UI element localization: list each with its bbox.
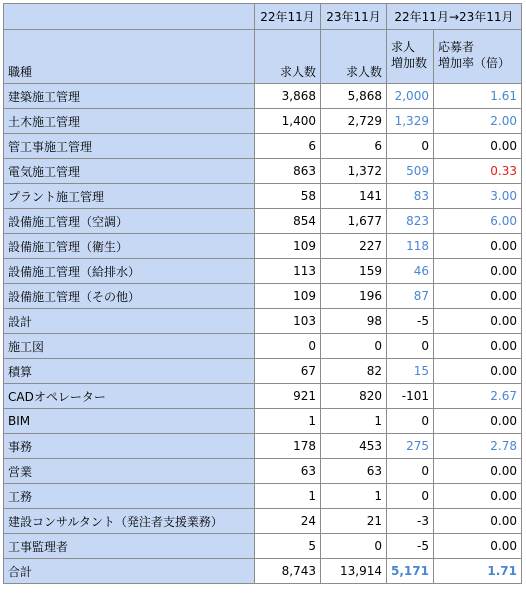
category-cell: 管工事施工管理	[4, 134, 255, 159]
rate-cell: 2.67	[433, 384, 521, 409]
jobs-2022-cell: 58	[255, 184, 321, 209]
rate-cell: 2.78	[433, 434, 521, 459]
table-row	[4, 409, 522, 434]
jobs-2022-cell: 921	[255, 384, 321, 409]
jobs-2023-cell: 82	[321, 359, 387, 384]
table-row	[4, 309, 522, 334]
rate-cell: 0.00	[433, 509, 521, 534]
jobs-2022-cell: 863	[255, 159, 321, 184]
increase-cell: 0	[387, 409, 434, 434]
jobs-2023-cell: 1,677	[321, 209, 387, 234]
increase-cell: -3	[387, 509, 434, 534]
job-openings-table	[3, 3, 522, 584]
jobs-2023-cell: 2,729	[321, 109, 387, 134]
table-row	[4, 284, 522, 309]
jobs-2023-cell: 98	[321, 309, 387, 334]
rate-cell: 0.00	[433, 334, 521, 359]
rate-cell: 0.00	[433, 259, 521, 284]
table-row	[4, 484, 522, 509]
header-row-periods	[4, 4, 522, 30]
jobs-2022-cell: 0	[255, 334, 321, 359]
jobs-2022-cell: 24	[255, 509, 321, 534]
increase-cell: 0	[387, 459, 434, 484]
header-increase-line2: 増加数	[391, 55, 428, 70]
header-period-range: 22年11月→23年11月	[387, 4, 522, 30]
jobs-2023-cell: 0	[321, 334, 387, 359]
jobs-2022-cell: 6	[255, 134, 321, 159]
increase-cell: 509	[387, 159, 434, 184]
increase-cell: 0	[387, 134, 434, 159]
header-jobs-b: 求人数	[321, 30, 387, 84]
table-row	[4, 184, 522, 209]
table-row	[4, 134, 522, 159]
rate-cell: 2.00	[433, 109, 521, 134]
increase-cell: 823	[387, 209, 434, 234]
rate-cell: 0.00	[433, 459, 521, 484]
jobs-2022-cell: 1	[255, 484, 321, 509]
rate-cell: 0.33	[433, 159, 521, 184]
jobs-2023-cell: 13,914	[321, 559, 387, 584]
jobs-2023-cell: 820	[321, 384, 387, 409]
jobs-2023-cell: 1	[321, 484, 387, 509]
header-increase-line1: 求人	[391, 39, 416, 54]
increase-cell: 118	[387, 234, 434, 259]
jobs-2022-cell: 109	[255, 284, 321, 309]
category-cell: 設備施工管理（給排水）	[4, 259, 255, 284]
jobs-2023-cell: 227	[321, 234, 387, 259]
category-cell: 営業	[4, 459, 255, 484]
header-rate-line2: 増加率（倍）	[437, 55, 510, 70]
table-row	[4, 234, 522, 259]
rate-cell: 0.00	[433, 234, 521, 259]
category-cell: プラント施工管理	[4, 184, 255, 209]
table-row	[4, 109, 522, 134]
category-cell: 建築施工管理	[4, 84, 255, 109]
header-empty-cell	[4, 4, 255, 30]
increase-cell: 87	[387, 284, 434, 309]
jobs-2022-cell: 1	[255, 409, 321, 434]
header-row-columns	[4, 30, 522, 84]
jobs-2022-cell: 1,400	[255, 109, 321, 134]
rate-cell: 0.00	[433, 284, 521, 309]
increase-cell: 0	[387, 484, 434, 509]
increase-cell: -5	[387, 309, 434, 334]
jobs-2023-cell: 159	[321, 259, 387, 284]
rate-cell: 0.00	[433, 359, 521, 384]
header-rate-line1: 応募者	[437, 39, 474, 54]
table-row	[4, 84, 522, 109]
total-row	[4, 559, 522, 584]
jobs-2022-cell: 8,743	[255, 559, 321, 584]
header-period-a: 22年11月	[255, 4, 321, 30]
increase-cell: -101	[387, 384, 434, 409]
table-row	[4, 259, 522, 284]
jobs-2022-cell: 67	[255, 359, 321, 384]
increase-cell: 2,000	[387, 84, 434, 109]
jobs-2022-cell: 109	[255, 234, 321, 259]
jobs-2023-cell: 0	[321, 534, 387, 559]
increase-cell: 46	[387, 259, 434, 284]
jobs-2023-cell: 196	[321, 284, 387, 309]
increase-cell: 1,329	[387, 109, 434, 134]
category-cell: 設備施工管理（その他）	[4, 284, 255, 309]
jobs-2023-cell: 63	[321, 459, 387, 484]
increase-cell: 83	[387, 184, 434, 209]
table-row	[4, 334, 522, 359]
category-cell: BIM	[4, 409, 255, 434]
category-cell: 電気施工管理	[4, 159, 255, 184]
jobs-2022-cell: 3,868	[255, 84, 321, 109]
jobs-2023-cell: 1	[321, 409, 387, 434]
increase-cell: 15	[387, 359, 434, 384]
category-cell: 事務	[4, 434, 255, 459]
increase-cell: 5,171	[387, 559, 434, 584]
rate-cell: 6.00	[433, 209, 521, 234]
header-jobs-a: 求人数	[255, 30, 321, 84]
increase-cell: -5	[387, 534, 434, 559]
increase-cell: 275	[387, 434, 434, 459]
category-cell: 工務	[4, 484, 255, 509]
jobs-2023-cell: 453	[321, 434, 387, 459]
rate-cell: 0.00	[433, 484, 521, 509]
header-increase	[387, 30, 434, 84]
rate-cell: 0.00	[433, 309, 521, 334]
table-row	[4, 534, 522, 559]
increase-cell: 0	[387, 334, 434, 359]
jobs-2023-cell: 5,868	[321, 84, 387, 109]
category-cell: 設備施工管理（衛生）	[4, 234, 255, 259]
table-row	[4, 159, 522, 184]
table-row	[4, 209, 522, 234]
category-cell: 積算	[4, 359, 255, 384]
jobs-2022-cell: 103	[255, 309, 321, 334]
table-row	[4, 459, 522, 484]
category-cell: 設備施工管理（空調）	[4, 209, 255, 234]
jobs-2023-cell: 141	[321, 184, 387, 209]
jobs-2023-cell: 21	[321, 509, 387, 534]
rate-cell: 0.00	[433, 534, 521, 559]
table-row	[4, 509, 522, 534]
jobs-2023-cell: 6	[321, 134, 387, 159]
jobs-2022-cell: 113	[255, 259, 321, 284]
category-cell: 建設コンサルタント（発注者支援業務）	[4, 509, 255, 534]
jobs-2022-cell: 854	[255, 209, 321, 234]
category-cell: 工事監理者	[4, 534, 255, 559]
rate-cell: 1.71	[433, 559, 521, 584]
category-cell: CADオペレーター	[4, 384, 255, 409]
category-cell: 土木施工管理	[4, 109, 255, 134]
rate-cell: 0.00	[433, 409, 521, 434]
category-cell: 合計	[4, 559, 255, 584]
rate-cell: 0.00	[433, 134, 521, 159]
header-category: 職種	[4, 30, 255, 84]
rate-cell: 3.00	[433, 184, 521, 209]
rate-cell: 1.61	[433, 84, 521, 109]
jobs-2022-cell: 5	[255, 534, 321, 559]
header-period-b: 23年11月	[321, 4, 387, 30]
jobs-2022-cell: 63	[255, 459, 321, 484]
category-cell: 設計	[4, 309, 255, 334]
header-rate	[433, 30, 521, 84]
table-row	[4, 384, 522, 409]
jobs-2022-cell: 178	[255, 434, 321, 459]
table-row	[4, 359, 522, 384]
jobs-2023-cell: 1,372	[321, 159, 387, 184]
table-row	[4, 434, 522, 459]
category-cell: 施工図	[4, 334, 255, 359]
